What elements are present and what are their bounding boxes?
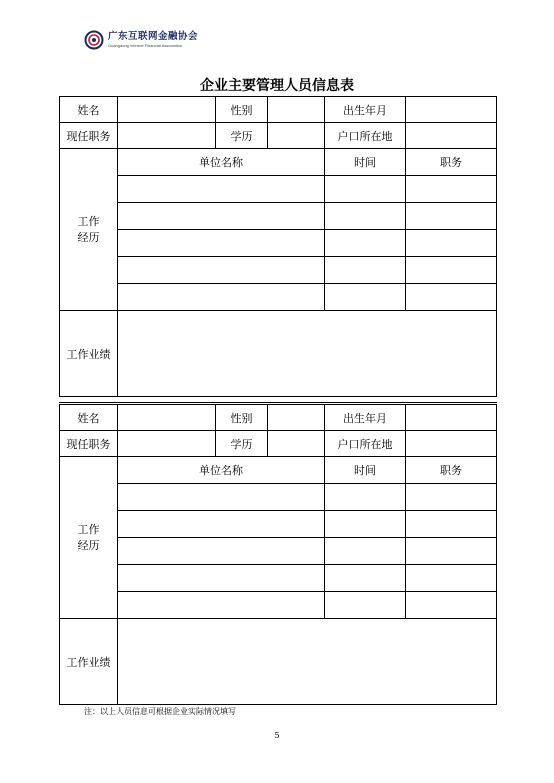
history-unit-field[interactable] (118, 511, 325, 538)
history-time-field[interactable] (325, 511, 406, 538)
work-history-label-line2: 经历 (77, 230, 100, 244)
table-row (60, 619, 497, 705)
unit-name-header: 单位名称 (118, 457, 325, 484)
table-row (60, 97, 497, 123)
table-row (60, 257, 497, 284)
table-row (60, 484, 497, 511)
position-field[interactable] (118, 123, 216, 149)
table-row (60, 203, 497, 230)
history-duty-field[interactable] (406, 257, 497, 284)
history-duty-field[interactable] (406, 176, 497, 203)
person-info-table-2 (59, 402, 497, 705)
footnote: 注：以上人员信息可根据企业实际情况填写 (84, 707, 236, 716)
birth-label: 出生年月 (325, 97, 406, 123)
history-unit-field[interactable] (118, 538, 325, 565)
history-time-field[interactable] (325, 257, 406, 284)
history-duty-field[interactable] (406, 538, 497, 565)
hukou-field[interactable] (406, 123, 497, 149)
education-field[interactable] (268, 123, 325, 149)
history-duty-field[interactable] (406, 203, 497, 230)
history-duty-field[interactable] (406, 565, 497, 592)
name-label: 姓名 (60, 404, 118, 431)
history-duty-field[interactable] (406, 511, 497, 538)
table-row (60, 149, 497, 176)
hukou-label: 户口所在地 (325, 123, 406, 149)
table-row (60, 284, 497, 311)
time-header: 时间 (325, 149, 406, 176)
name-label: 姓名 (60, 97, 118, 123)
birth-field[interactable] (406, 404, 497, 431)
history-unit-field[interactable] (118, 257, 325, 284)
association-logo (84, 28, 198, 52)
history-unit-field[interactable] (118, 203, 325, 230)
history-time-field[interactable] (325, 484, 406, 511)
work-history-label-line1: 工作 (77, 214, 100, 228)
org-name-cn: 广东互联网金融协会 (108, 31, 199, 43)
history-time-field[interactable] (325, 592, 406, 619)
education-label: 学历 (216, 431, 268, 457)
history-unit-field[interactable] (118, 592, 325, 619)
history-unit-field[interactable] (118, 284, 325, 311)
work-history-label-line2: 经历 (77, 538, 100, 552)
history-time-field[interactable] (325, 203, 406, 230)
position-label: 现任职务 (60, 123, 118, 149)
table-row (60, 431, 497, 457)
table-row (60, 592, 497, 619)
history-time-field[interactable] (325, 176, 406, 203)
history-duty-field[interactable] (406, 484, 497, 511)
history-duty-field[interactable] (406, 592, 497, 619)
logo-emblem-icon (84, 30, 104, 50)
name-field[interactable] (118, 97, 216, 123)
achievements-label: 工作业绩 (60, 619, 118, 705)
birth-field[interactable] (406, 97, 497, 123)
unit-name-header: 单位名称 (118, 149, 325, 176)
history-duty-field[interactable] (406, 284, 497, 311)
table-row (60, 230, 497, 257)
work-history-label-line1: 工作 (77, 522, 100, 536)
table-row (60, 123, 497, 149)
org-name-en: Guangdong Internet Financial Association (108, 42, 183, 48)
history-unit-field[interactable] (118, 565, 325, 592)
education-label: 学历 (216, 123, 268, 149)
table-row (60, 511, 497, 538)
gender-field[interactable] (268, 97, 325, 123)
history-time-field[interactable] (325, 284, 406, 311)
history-time-field[interactable] (325, 538, 406, 565)
achievements-label: 工作业绩 (60, 311, 118, 397)
gender-label: 性别 (216, 97, 268, 123)
history-unit-field[interactable] (118, 484, 325, 511)
page-title: 企业主要管理人员信息表 (200, 78, 354, 94)
hukou-field[interactable] (406, 431, 497, 457)
history-time-field[interactable] (325, 565, 406, 592)
time-header: 时间 (325, 457, 406, 484)
table-row (60, 311, 497, 397)
gender-field[interactable] (268, 404, 325, 431)
table-row (60, 565, 497, 592)
person-info-table-1 (59, 96, 497, 397)
table-row (60, 404, 497, 431)
duty-header: 职务 (406, 457, 497, 484)
page-number: 5 (274, 731, 280, 740)
history-unit-field[interactable] (118, 176, 325, 203)
table-row (60, 457, 497, 484)
history-time-field[interactable] (325, 230, 406, 257)
work-history-label (60, 457, 118, 619)
history-unit-field[interactable] (118, 230, 325, 257)
achievements-field[interactable] (118, 619, 497, 705)
work-history-label (60, 149, 118, 311)
table-row (60, 538, 497, 565)
position-field[interactable] (118, 431, 216, 457)
position-label: 现任职务 (60, 431, 118, 457)
duty-header: 职务 (406, 149, 497, 176)
education-field[interactable] (268, 431, 325, 457)
table-row (60, 176, 497, 203)
gender-label: 性别 (216, 404, 268, 431)
history-duty-field[interactable] (406, 230, 497, 257)
achievements-field[interactable] (118, 311, 497, 397)
birth-label: 出生年月 (325, 404, 406, 431)
hukou-label: 户口所在地 (325, 431, 406, 457)
name-field[interactable] (118, 404, 216, 431)
